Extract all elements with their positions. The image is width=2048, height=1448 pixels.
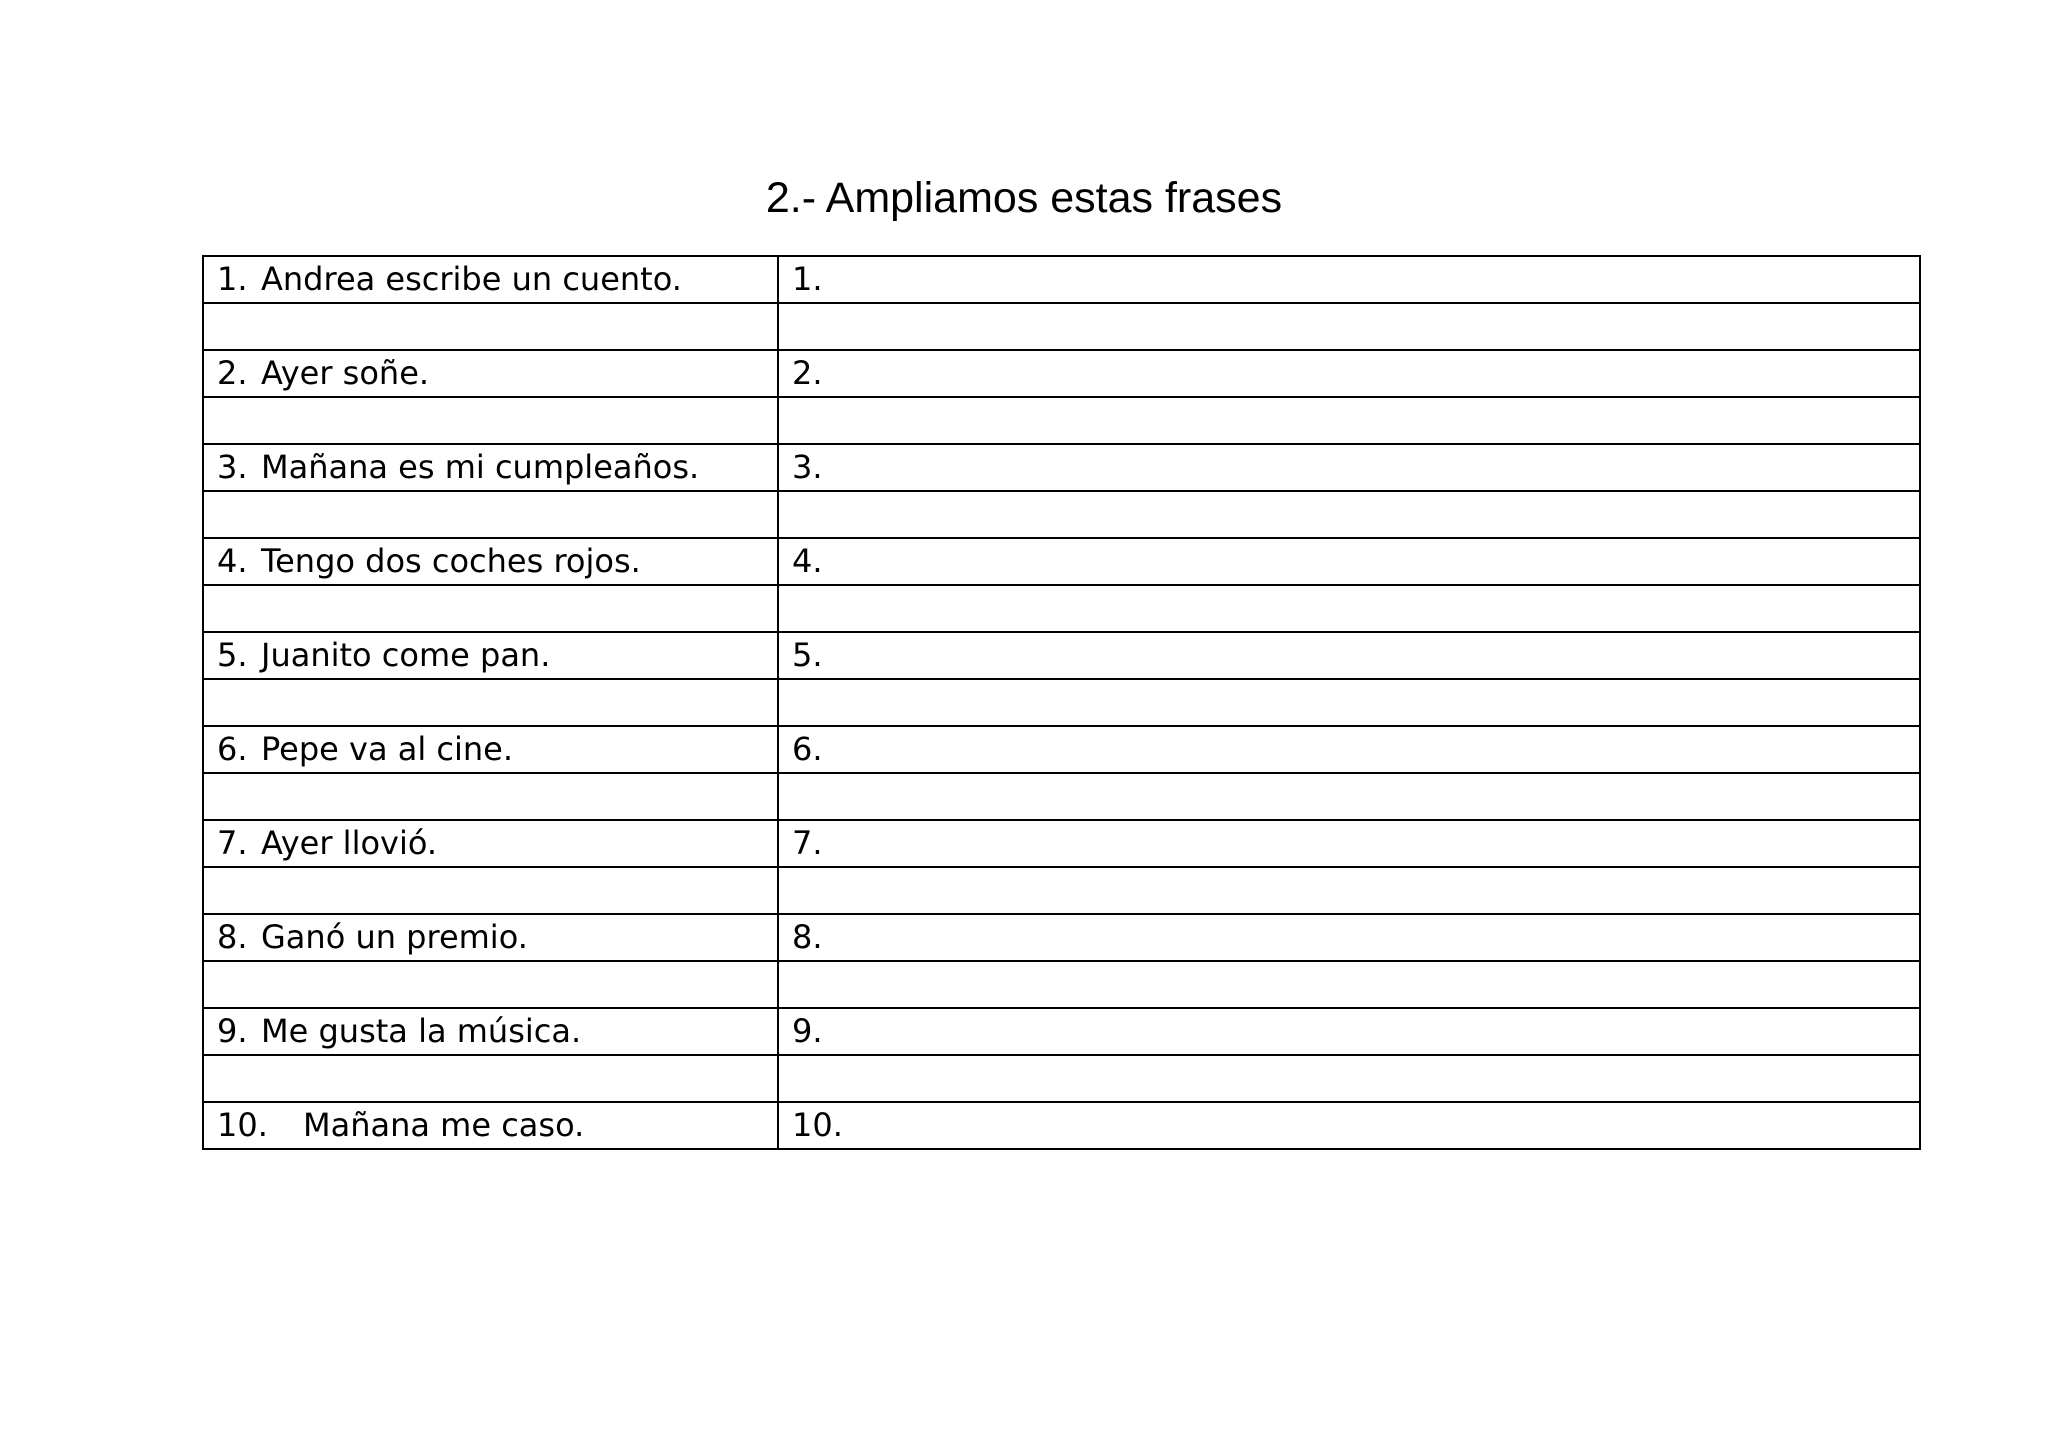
blank-answer-cell[interactable] — [778, 773, 1920, 820]
answer-cell[interactable] — [778, 350, 1920, 397]
table-row — [203, 350, 1920, 397]
table-row — [203, 726, 1920, 773]
original-sentence: Tengo dos coches rojos. — [261, 542, 641, 580]
blank-answer-cell[interactable] — [778, 679, 1920, 726]
table-row — [203, 444, 1920, 491]
table-row — [203, 256, 1920, 303]
blank-answer-cell[interactable] — [778, 397, 1920, 444]
table-row — [203, 538, 1920, 585]
blank-answer-cell[interactable] — [778, 1055, 1920, 1102]
original-sentence-cell — [203, 256, 778, 303]
original-sentence: Mañana me caso. — [303, 1106, 585, 1144]
original-sentence: Juanito come pan. — [261, 636, 551, 674]
answer-cell[interactable] — [778, 1008, 1920, 1055]
spacer-row — [203, 1055, 1920, 1102]
item-number: 2. — [217, 354, 248, 392]
original-sentence-cell — [203, 632, 778, 679]
answer-number: 9. — [792, 1012, 823, 1050]
answer-cell[interactable] — [778, 256, 1920, 303]
answer-number: 1. — [792, 260, 823, 298]
item-number: 3. — [217, 448, 248, 486]
answer-number: 4. — [792, 542, 823, 580]
page-title: 2.- Ampliamos estas frases — [765, 174, 1283, 222]
item-number: 6. — [217, 730, 248, 768]
answer-cell[interactable] — [778, 444, 1920, 491]
original-sentence-cell — [203, 1008, 778, 1055]
blank-cell — [203, 773, 778, 820]
original-sentence: Ayer llovió. — [261, 824, 438, 862]
spacer-row — [203, 585, 1920, 632]
item-number: 9. — [217, 1012, 248, 1050]
blank-cell — [203, 585, 778, 632]
answer-number: 5. — [792, 636, 823, 674]
original-sentence: Me gusta la música. — [261, 1012, 582, 1050]
original-sentence: Ayer soñe. — [261, 354, 430, 392]
blank-answer-cell[interactable] — [778, 867, 1920, 914]
answer-number: 10. — [792, 1106, 843, 1144]
blank-answer-cell[interactable] — [778, 491, 1920, 538]
spacer-row — [203, 961, 1920, 1008]
item-number: 5. — [217, 636, 248, 674]
answer-number: 7. — [792, 824, 823, 862]
original-sentence: Andrea escribe un cuento. — [261, 260, 682, 298]
blank-cell — [203, 303, 778, 350]
blank-cell — [203, 679, 778, 726]
original-sentence-cell — [203, 726, 778, 773]
original-sentence-cell — [203, 820, 778, 867]
spacer-row — [203, 679, 1920, 726]
blank-cell — [203, 961, 778, 1008]
spacer-row — [203, 491, 1920, 538]
blank-cell — [203, 1055, 778, 1102]
sentence-table — [202, 255, 1921, 1150]
original-sentence: Mañana es mi cumpleaños. — [261, 448, 700, 486]
item-number: 4. — [217, 542, 248, 580]
item-number: 1. — [217, 260, 248, 298]
spacer-row — [203, 867, 1920, 914]
blank-cell — [203, 491, 778, 538]
original-sentence-cell — [203, 1102, 778, 1149]
original-sentence-cell — [203, 914, 778, 961]
original-sentence-cell — [203, 538, 778, 585]
spacer-row — [203, 397, 1920, 444]
blank-answer-cell[interactable] — [778, 961, 1920, 1008]
answer-cell[interactable] — [778, 538, 1920, 585]
answer-cell[interactable] — [778, 914, 1920, 961]
blank-answer-cell[interactable] — [778, 585, 1920, 632]
table-row — [203, 1008, 1920, 1055]
answer-cell[interactable] — [778, 726, 1920, 773]
spacer-row — [203, 773, 1920, 820]
blank-cell — [203, 867, 778, 914]
blank-answer-cell[interactable] — [778, 303, 1920, 350]
answer-number: 6. — [792, 730, 823, 768]
table-row — [203, 1102, 1920, 1149]
answer-cell[interactable] — [778, 632, 1920, 679]
table-row — [203, 914, 1920, 961]
table-row — [203, 820, 1920, 867]
item-number: 10. — [217, 1106, 268, 1144]
original-sentence-cell — [203, 350, 778, 397]
answer-cell[interactable] — [778, 820, 1920, 867]
spacer-row — [203, 303, 1920, 350]
answer-cell[interactable] — [778, 1102, 1920, 1149]
blank-cell — [203, 397, 778, 444]
answer-number: 3. — [792, 448, 823, 486]
original-sentence: Ganó un premio. — [261, 918, 528, 956]
item-number: 8. — [217, 918, 248, 956]
table-row — [203, 632, 1920, 679]
original-sentence: Pepe va al cine. — [261, 730, 514, 768]
original-sentence-cell — [203, 444, 778, 491]
answer-number: 8. — [792, 918, 823, 956]
item-number: 7. — [217, 824, 248, 862]
answer-number: 2. — [792, 354, 823, 392]
